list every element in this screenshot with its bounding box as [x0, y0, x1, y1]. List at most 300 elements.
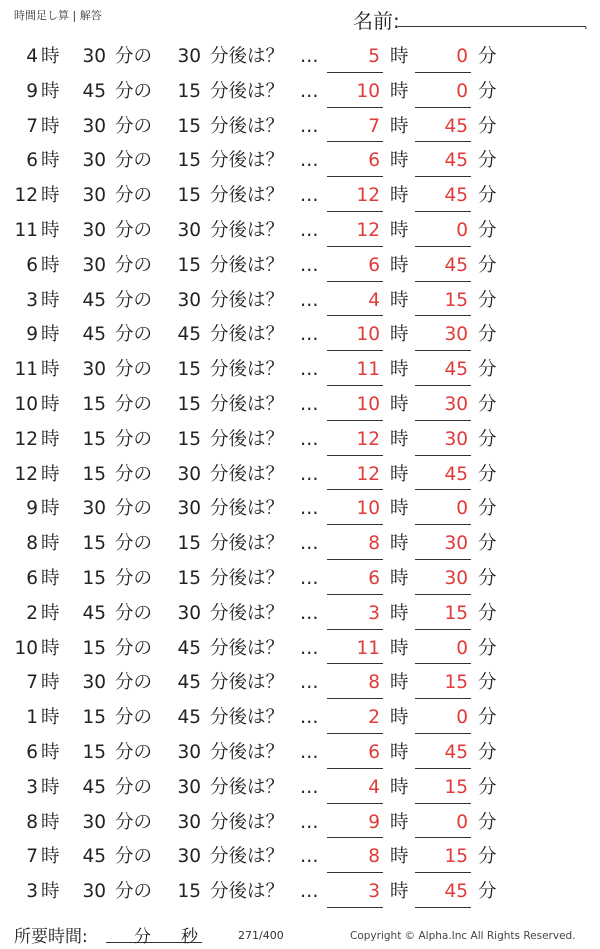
hour-label: 時 [41, 324, 60, 346]
minutes-after-label: 分後は？ [210, 393, 285, 415]
answer-minute-underline [415, 663, 471, 664]
answer-hour-label: 時 [390, 533, 409, 555]
start-hour: 12 [14, 428, 38, 450]
answer-hour-underline [327, 211, 383, 212]
answer-minute-label: 分 [478, 393, 497, 415]
answer-minute: 0 [456, 46, 468, 67]
added-minutes: 45 [177, 707, 201, 729]
answer-minute-label: 分 [478, 672, 497, 694]
added-minutes: 45 [177, 324, 201, 346]
answer-minute: 15 [444, 602, 468, 624]
answer-hour-underline [327, 663, 383, 664]
start-minute: 15 [82, 567, 106, 589]
start-minute: 30 [82, 185, 106, 207]
start-hour: 11 [14, 359, 38, 381]
added-minutes: 45 [177, 672, 201, 694]
answer-hour-label: 時 [390, 359, 409, 381]
answer-minute-label: 分 [478, 115, 497, 137]
minute-of-label: 分の [115, 776, 153, 798]
start-hour: 4 [26, 46, 38, 67]
added-minutes: 30 [177, 463, 201, 485]
minute-of-label: 分の [115, 324, 153, 346]
start-minute: 30 [82, 254, 106, 276]
ellipsis: … [300, 324, 319, 346]
added-minutes: 30 [177, 811, 201, 833]
hour-label: 時 [41, 185, 60, 207]
answer-hour-label: 時 [390, 463, 409, 485]
minutes-after-label: 分後は？ [210, 602, 285, 624]
answer-minute-underline [415, 803, 471, 804]
answer-hour: 12 [356, 428, 380, 450]
added-minutes: 15 [177, 881, 201, 903]
minute-of-label: 分の [115, 498, 153, 520]
added-minutes: 30 [177, 602, 201, 624]
ellipsis: … [300, 80, 319, 102]
ellipsis: … [300, 463, 319, 485]
start-minute: 45 [82, 602, 106, 624]
copyright: Copyright © Alpha.Inc All Rights Reserved. [350, 930, 576, 942]
hour-label: 時 [41, 672, 60, 694]
answer-minute-underline [415, 489, 471, 490]
answer-hour-label: 時 [390, 776, 409, 798]
answer-minute-underline [415, 281, 471, 282]
answer-minute-underline [415, 907, 471, 908]
name-line-end-dot: . [584, 18, 588, 32]
added-minutes: 15 [177, 150, 201, 172]
hour-label: 時 [41, 707, 60, 729]
answer-hour-underline [327, 594, 383, 595]
ellipsis: … [300, 219, 319, 241]
answer-minute-label: 分 [478, 741, 497, 763]
answer-minute-underline [415, 211, 471, 212]
hour-label: 時 [41, 463, 60, 485]
answer-minute-label: 分 [478, 80, 497, 102]
ellipsis: … [300, 115, 319, 137]
answer-minute-underline [415, 141, 471, 142]
answer-hour: 7 [368, 115, 380, 137]
answer-hour-underline [327, 837, 383, 838]
time-second-label: 秒 [181, 927, 198, 947]
answer-hour-underline [327, 385, 383, 386]
minutes-after-label: 分後は？ [210, 254, 285, 276]
minutes-after-label: 分後は？ [210, 881, 285, 903]
problem-row [0, 840, 600, 875]
answer-hour-label: 時 [390, 428, 409, 450]
ellipsis: … [300, 776, 319, 798]
ellipsis: … [300, 707, 319, 729]
answer-minute: 15 [444, 776, 468, 798]
hour-label: 時 [41, 80, 60, 102]
minute-of-label: 分の [115, 672, 153, 694]
answer-minute-underline [415, 629, 471, 630]
hour-label: 時 [41, 811, 60, 833]
problem-row [0, 632, 600, 667]
hour-label: 時 [41, 150, 60, 172]
answer-minute-underline [415, 420, 471, 421]
name-blank-line [398, 26, 586, 27]
start-minute: 15 [82, 637, 106, 659]
answer-minute-label: 分 [478, 533, 497, 555]
minutes-after-label: 分後は？ [210, 846, 285, 868]
start-hour: 8 [26, 533, 38, 555]
answer-minute-underline [415, 872, 471, 873]
added-minutes: 30 [177, 289, 201, 311]
ellipsis: … [300, 428, 319, 450]
problem-row [0, 179, 600, 214]
ellipsis: … [300, 637, 319, 659]
minute-of-label: 分の [115, 567, 153, 589]
answer-hour-underline [327, 455, 383, 456]
answer-hour-label: 時 [390, 846, 409, 868]
start-hour: 3 [26, 776, 38, 798]
start-hour: 10 [14, 637, 38, 659]
hour-label: 時 [41, 46, 60, 67]
minutes-after-label: 分後は？ [210, 672, 285, 694]
answer-minute: 45 [444, 254, 468, 276]
ellipsis: … [300, 533, 319, 555]
answer-hour-underline [327, 246, 383, 247]
ellipsis: … [300, 254, 319, 276]
answer-minute: 45 [444, 881, 468, 903]
answer-minute-underline [415, 350, 471, 351]
answer-hour-underline [327, 281, 383, 282]
answer-minute-underline [415, 72, 471, 73]
hour-label: 時 [41, 359, 60, 381]
problem-row [0, 75, 600, 110]
answer-minute-underline [415, 385, 471, 386]
start-hour: 6 [26, 741, 38, 763]
answer-minute: 30 [444, 393, 468, 415]
time-minute-label: 分 [134, 927, 151, 947]
start-hour: 6 [26, 567, 38, 589]
minute-of-label: 分の [115, 115, 153, 137]
answer-minute: 0 [456, 498, 468, 520]
answer-minute-underline [415, 176, 471, 177]
answer-minute: 0 [456, 80, 468, 102]
answer-minute-label: 分 [478, 637, 497, 659]
problem-list [0, 40, 600, 910]
minute-of-label: 分の [115, 881, 153, 903]
ellipsis: … [300, 567, 319, 589]
page-number: 271/400 [238, 929, 284, 942]
ellipsis: … [300, 602, 319, 624]
answer-hour: 10 [356, 324, 380, 346]
start-hour: 7 [26, 115, 38, 137]
answer-minute: 30 [444, 567, 468, 589]
minute-of-label: 分の [115, 46, 153, 67]
answer-hour: 6 [368, 150, 380, 172]
name-label: 名前: [353, 9, 400, 33]
answer-hour-label: 時 [390, 881, 409, 903]
minutes-after-label: 分後は？ [210, 498, 285, 520]
added-minutes: 30 [177, 776, 201, 798]
answer-hour-underline [327, 176, 383, 177]
problem-row [0, 736, 600, 771]
start-hour: 12 [14, 185, 38, 207]
answer-minute-underline [415, 315, 471, 316]
answer-hour: 10 [356, 498, 380, 520]
answer-minute-underline [415, 455, 471, 456]
answer-hour-underline [327, 907, 383, 908]
minutes-after-label: 分後は？ [210, 219, 285, 241]
answer-minute-label: 分 [478, 846, 497, 868]
answer-hour-label: 時 [390, 637, 409, 659]
answer-minute-label: 分 [478, 46, 497, 67]
start-minute: 45 [82, 846, 106, 868]
added-minutes: 15 [177, 428, 201, 450]
answer-hour: 6 [368, 567, 380, 589]
answer-minute: 0 [456, 219, 468, 241]
minute-of-label: 分の [115, 80, 153, 102]
ellipsis: … [300, 846, 319, 868]
answer-hour-label: 時 [390, 567, 409, 589]
minutes-after-label: 分後は？ [210, 741, 285, 763]
minutes-after-label: 分後は？ [210, 46, 285, 67]
answer-hour: 8 [368, 846, 380, 868]
start-hour: 11 [14, 219, 38, 241]
answer-minute: 30 [444, 324, 468, 346]
added-minutes: 15 [177, 115, 201, 137]
answer-hour: 8 [368, 533, 380, 555]
answer-hour: 4 [368, 776, 380, 798]
problem-row [0, 562, 600, 597]
answer-hour-label: 時 [390, 185, 409, 207]
ellipsis: … [300, 881, 319, 903]
problem-row [0, 353, 600, 388]
answer-minute: 45 [444, 359, 468, 381]
answer-minute-label: 分 [478, 707, 497, 729]
hour-label: 時 [41, 254, 60, 276]
answer-hour-label: 時 [390, 741, 409, 763]
start-hour: 7 [26, 672, 38, 694]
start-hour: 7 [26, 846, 38, 868]
answer-minute: 45 [444, 150, 468, 172]
answer-hour-label: 時 [390, 393, 409, 415]
answer-minute-underline [415, 768, 471, 769]
answer-minute-label: 分 [478, 498, 497, 520]
answer-hour-underline [327, 107, 383, 108]
answer-minute: 45 [444, 741, 468, 763]
start-minute: 15 [82, 393, 106, 415]
answer-minute-label: 分 [478, 324, 497, 346]
minutes-after-label: 分後は？ [210, 776, 285, 798]
hour-label: 時 [41, 602, 60, 624]
answer-hour-label: 時 [390, 672, 409, 694]
hour-label: 時 [41, 393, 60, 415]
answer-minute: 45 [444, 463, 468, 485]
start-minute: 15 [82, 533, 106, 555]
minute-of-label: 分の [115, 637, 153, 659]
answer-minute-label: 分 [478, 289, 497, 311]
added-minutes: 15 [177, 533, 201, 555]
minutes-after-label: 分後は？ [210, 428, 285, 450]
answer-minute: 30 [444, 533, 468, 555]
minute-of-label: 分の [115, 185, 153, 207]
problem-row [0, 249, 600, 284]
answer-hour-underline [327, 872, 383, 873]
answer-hour-label: 時 [390, 219, 409, 241]
start-hour: 9 [26, 80, 38, 102]
start-hour: 8 [26, 811, 38, 833]
hour-label: 時 [41, 741, 60, 763]
answer-hour-underline [327, 72, 383, 73]
answer-hour: 3 [368, 602, 380, 624]
ellipsis: … [300, 393, 319, 415]
answer-minute-label: 分 [478, 602, 497, 624]
start-minute: 30 [82, 498, 106, 520]
start-minute: 15 [82, 741, 106, 763]
minute-of-label: 分の [115, 463, 153, 485]
start-hour: 12 [14, 463, 38, 485]
answer-hour: 11 [356, 359, 380, 381]
answer-minute-underline [415, 698, 471, 699]
minutes-after-label: 分後は？ [210, 150, 285, 172]
start-minute: 45 [82, 80, 106, 102]
added-minutes: 30 [177, 219, 201, 241]
problem-row [0, 388, 600, 423]
ellipsis: … [300, 672, 319, 694]
answer-hour-label: 時 [390, 46, 409, 67]
problem-row [0, 701, 600, 736]
minutes-after-label: 分後は？ [210, 533, 285, 555]
ellipsis: … [300, 811, 319, 833]
answer-hour: 12 [356, 463, 380, 485]
minute-of-label: 分の [115, 254, 153, 276]
minutes-after-label: 分後は？ [210, 289, 285, 311]
answer-hour-underline [327, 315, 383, 316]
answer-minute-label: 分 [478, 428, 497, 450]
ellipsis: … [300, 46, 319, 67]
start-hour: 10 [14, 393, 38, 415]
minute-of-label: 分の [115, 393, 153, 415]
answer-hour: 8 [368, 672, 380, 694]
problem-row [0, 40, 600, 75]
answer-minute-label: 分 [478, 567, 497, 589]
answer-hour: 9 [368, 811, 380, 833]
answer-hour: 6 [368, 741, 380, 763]
minute-of-label: 分の [115, 428, 153, 450]
answer-hour: 12 [356, 219, 380, 241]
answer-hour: 10 [356, 393, 380, 415]
answer-hour-underline [327, 629, 383, 630]
minute-of-label: 分の [115, 359, 153, 381]
answer-minute: 0 [456, 637, 468, 659]
answer-hour: 4 [368, 289, 380, 311]
answer-hour-underline [327, 524, 383, 525]
added-minutes: 30 [177, 498, 201, 520]
start-hour: 9 [26, 324, 38, 346]
problem-row [0, 492, 600, 527]
problem-row [0, 318, 600, 353]
answer-hour-label: 時 [390, 254, 409, 276]
answer-hour: 11 [356, 637, 380, 659]
answer-hour: 5 [368, 46, 380, 67]
start-minute: 30 [82, 672, 106, 694]
answer-hour-label: 時 [390, 707, 409, 729]
answer-minute-label: 分 [478, 811, 497, 833]
minutes-after-label: 分後は？ [210, 707, 285, 729]
start-minute: 15 [82, 707, 106, 729]
answer-minute-underline [415, 837, 471, 838]
answer-hour-label: 時 [390, 80, 409, 102]
problem-row [0, 110, 600, 145]
start-minute: 45 [82, 324, 106, 346]
ellipsis: … [300, 359, 319, 381]
answer-hour-label: 時 [390, 115, 409, 137]
added-minutes: 30 [177, 46, 201, 67]
start-minute: 30 [82, 150, 106, 172]
added-minutes: 15 [177, 80, 201, 102]
answer-hour-underline [327, 698, 383, 699]
answer-minute-underline [415, 594, 471, 595]
answer-minute: 45 [444, 115, 468, 137]
hour-label: 時 [41, 567, 60, 589]
answer-minute: 15 [444, 672, 468, 694]
problem-row [0, 144, 600, 179]
answer-minute: 15 [444, 846, 468, 868]
answer-hour: 6 [368, 254, 380, 276]
answer-hour-label: 時 [390, 811, 409, 833]
problem-row [0, 527, 600, 562]
start-minute: 15 [82, 463, 106, 485]
answer-minute-label: 分 [478, 359, 497, 381]
answer-hour: 2 [368, 707, 380, 729]
answer-hour-label: 時 [390, 324, 409, 346]
answer-hour-label: 時 [390, 289, 409, 311]
answer-minute-label: 分 [478, 185, 497, 207]
problem-row [0, 806, 600, 841]
problem-row [0, 771, 600, 806]
problem-row [0, 423, 600, 458]
start-minute: 30 [82, 811, 106, 833]
start-minute: 45 [82, 776, 106, 798]
time-required-label: 所要時間: [14, 927, 88, 947]
answer-minute: 15 [444, 289, 468, 311]
added-minutes: 30 [177, 846, 201, 868]
start-hour: 2 [26, 602, 38, 624]
start-hour: 9 [26, 498, 38, 520]
answer-hour-underline [327, 350, 383, 351]
answer-hour-underline [327, 768, 383, 769]
problem-row [0, 458, 600, 493]
answer-hour-label: 時 [390, 150, 409, 172]
answer-minute-label: 分 [478, 881, 497, 903]
minutes-after-label: 分後は？ [210, 80, 285, 102]
answer-minute: 45 [444, 185, 468, 207]
minutes-after-label: 分後は？ [210, 185, 285, 207]
answer-hour-label: 時 [390, 498, 409, 520]
answer-minute-underline [415, 107, 471, 108]
minute-of-label: 分の [115, 150, 153, 172]
answer-hour-underline [327, 489, 383, 490]
minute-of-label: 分の [115, 741, 153, 763]
hour-label: 時 [41, 498, 60, 520]
minutes-after-label: 分後は？ [210, 637, 285, 659]
start-hour: 3 [26, 881, 38, 903]
start-hour: 1 [26, 707, 38, 729]
answer-minute-underline [415, 246, 471, 247]
minutes-after-label: 分後は？ [210, 567, 285, 589]
problem-row [0, 875, 600, 910]
ellipsis: … [300, 741, 319, 763]
start-minute: 45 [82, 289, 106, 311]
hour-label: 時 [41, 881, 60, 903]
start-hour: 3 [26, 289, 38, 311]
added-minutes: 15 [177, 567, 201, 589]
added-minutes: 45 [177, 637, 201, 659]
answer-hour: 3 [368, 881, 380, 903]
start-minute: 30 [82, 881, 106, 903]
